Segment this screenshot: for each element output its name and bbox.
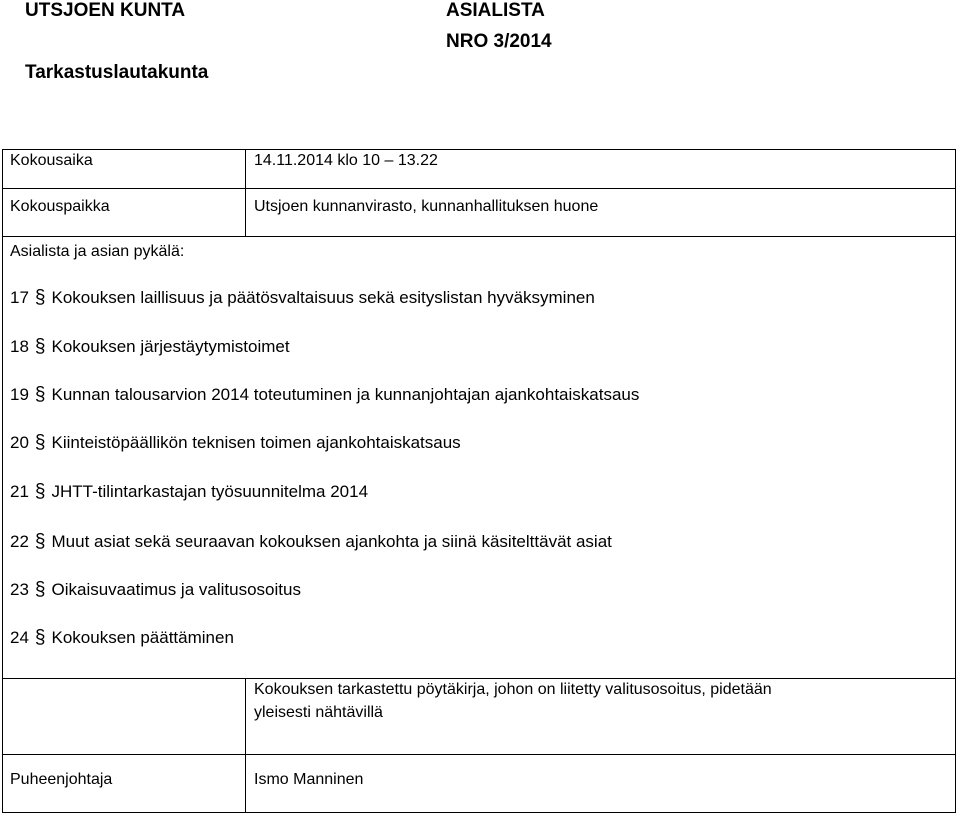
agenda-item — [10, 287, 595, 308]
agenda-item-number: 18 — [10, 337, 29, 356]
meeting-time-value: 14.11.2014 klo 10 – 13.22 — [254, 152, 438, 169]
municipality-name: UTSJOEN KUNTA — [25, 0, 186, 21]
row-divider — [2, 754, 956, 755]
section-sign: § — [34, 384, 46, 405]
row-divider — [2, 678, 956, 679]
public-notice-line1: Kokouksen tarkastettu pöytäkirja, johon on liitetty valitusosoitus, pidetään — [254, 681, 772, 698]
agenda-item — [10, 384, 639, 405]
agenda-item-title: Kiinteistöpäällikön teknisen toimen ajankohtaiskatsaus — [51, 433, 461, 452]
chair-label: Puheenjohtaja — [10, 771, 113, 788]
agenda-item-title: JHTT-tilintarkastajan työsuunnitelma 2014 — [51, 482, 369, 501]
board-name: Tarkastuslautakunta — [25, 62, 209, 83]
agenda-item-title: Oikaisuvaatimus ja valitusosoitus — [51, 580, 301, 599]
agenda-item-number: 20 — [10, 433, 29, 452]
agenda-item-title: Kunnan talousarvion 2014 toteutuminen ja kunnanjohtajan ajankohtaiskatsaus — [51, 385, 640, 404]
agenda-item-title: Kokouksen päättäminen — [51, 628, 234, 647]
section-sign: § — [34, 336, 46, 357]
section-sign: § — [34, 627, 46, 648]
meeting-place-label: Kokouspaikka — [10, 198, 110, 215]
agenda-item — [10, 627, 234, 648]
row-divider — [2, 188, 956, 189]
document-number: NRO 3/2014 — [446, 31, 552, 52]
agenda-item — [10, 481, 368, 502]
document-type: ASIALISTA — [446, 0, 545, 21]
chair-name: Ismo Manninen — [254, 771, 364, 788]
agenda-item-number: 24 — [10, 628, 29, 647]
section-sign: § — [34, 287, 46, 308]
column-divider — [245, 678, 246, 813]
agenda-item-number: 23 — [10, 580, 29, 599]
section-sign: § — [34, 531, 46, 552]
section-sign: § — [34, 481, 46, 502]
agenda-item-number: 21 — [10, 482, 29, 501]
agenda-item-number: 19 — [10, 385, 29, 404]
section-sign: § — [34, 432, 46, 453]
agenda-item — [10, 531, 612, 552]
row-divider — [2, 236, 956, 237]
agenda-item-number: 17 — [10, 288, 29, 307]
meeting-time-label: Kokousaika — [10, 152, 93, 169]
section-sign: § — [34, 579, 46, 600]
column-divider — [245, 149, 246, 237]
agenda-label: Asialista ja asian pykälä: — [10, 243, 185, 260]
meeting-place-value: Utsjoen kunnanvirasto, kunnanhallituksen huone — [254, 198, 599, 215]
agenda-item — [10, 336, 290, 357]
agenda-item-number: 22 — [10, 532, 29, 551]
agenda-item — [10, 579, 301, 600]
agenda-item — [10, 432, 461, 453]
agenda-item-title: Kokouksen järjestäytymistoimet — [51, 337, 290, 356]
agenda-item-title: Kokouksen laillisuus ja päätösvaltaisuus sekä esityslistan hyväksyminen — [51, 288, 595, 307]
agenda-item-title: Muut asiat sekä seuraavan kokouksen ajankohta ja siinä käsitelttävät asiat — [51, 532, 612, 551]
public-notice-line2: yleisesti nähtävillä — [254, 704, 383, 721]
